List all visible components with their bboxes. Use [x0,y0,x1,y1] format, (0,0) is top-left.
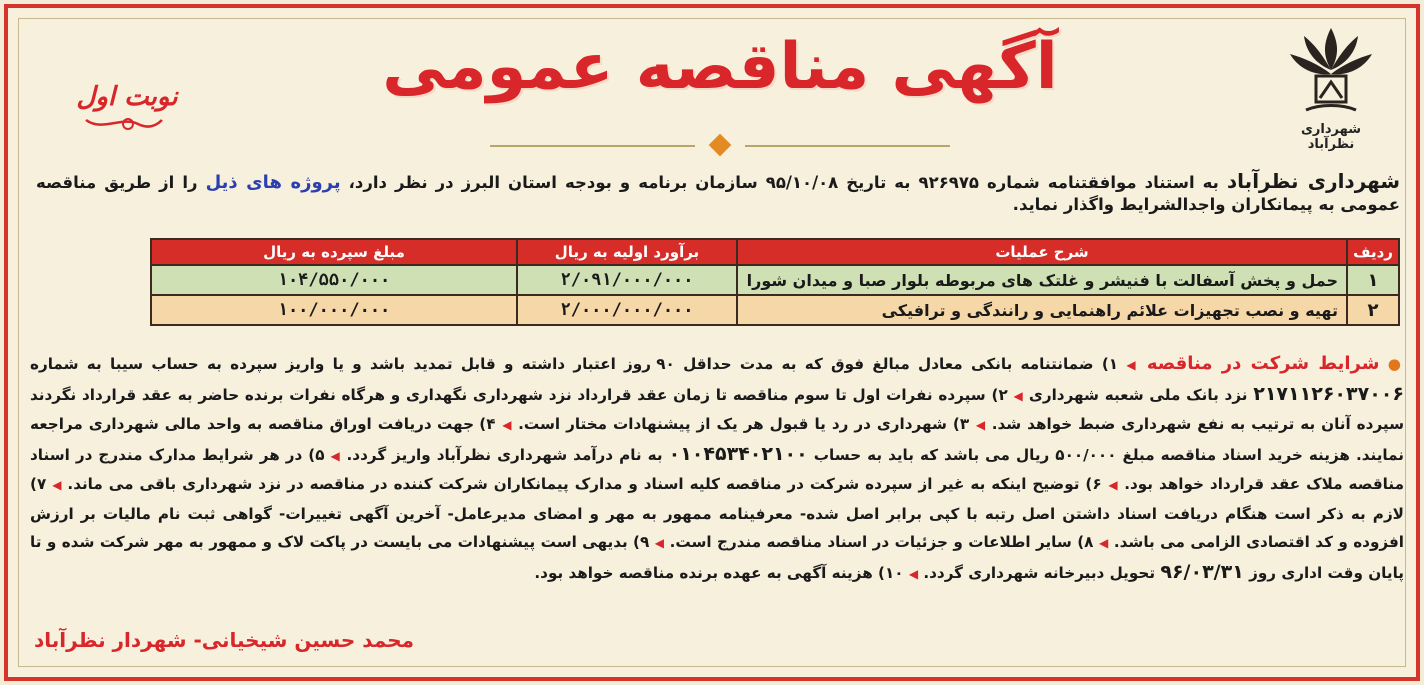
logo-caption: شهرداری نظرآباد [1301,122,1361,152]
marker-icon: ◀ [654,536,665,550]
marker-icon: ◀ [908,566,919,581]
condition-7: ۷) لازم به ذکر است هنگام دریافت اسناد داشتن اصل رتبه با کپی برابر اصل شده- معرفینامه ممهور به مهر و امضای مدیرعامل- آخرین آگهی تغییرات- گواهی ثبت نام مالیات بر ارزش افزوده و کد اقتصادی الزامی می باشد. [30,475,1404,551]
tulip-emblem-icon [1286,24,1376,120]
conditions-title: شرایط شرکت در مناقصه [1146,353,1380,374]
row-estimate: ۲/۰۰۰/۰۰۰/۰۰۰ [517,295,737,325]
row-deposit: ۱۰۴/۵۵۰/۰۰۰ [151,265,517,295]
conditions-section [30,350,1404,588]
projects-table [150,238,1400,326]
header-row-number: ردیف [1347,239,1399,265]
intro-text-after: را از طریق مناقصه عمومی به پیمانکاران واجدالشرایط واگذار نماید. [36,173,1400,214]
header-deposit: مبلغ سپرده به ریال [151,239,517,265]
condition-1b: نزد بانک ملی شعبه شهرداری [1023,385,1254,404]
header-estimate: برآورد اولیه به ریال [517,239,737,265]
table-row [151,295,1399,325]
row-description: حمل و پخش آسفالت با فنیشر و غلتک های مربوطه بلوار صبا و میدان شورا [737,265,1347,295]
condition-2: ۲) سپرده نفرات اول تا سوم مناقصه تا زمان عقد قرارداد نزد شهرداری نگهداری و هرگاه نفرات برنده حاضر به عقد قرارداد نگردند سپرده آنان به ترتیب به نفع شهرداری ضبط خواهد شد. [30,385,1405,433]
municipality-logo [1276,24,1386,152]
account-number-2: ۰۱۰۴۵۳۴۰۲۱۰۰ [668,442,808,465]
row-deposit: ۱۰۰/۰۰۰/۰۰۰ [151,295,517,325]
intro-text-before: به استناد موافقتنامه شماره ۹۲۶۹۷۵ به تاریخ ۹۵/۱۰/۰۸ سازمان برنامه و بودجه استان البرز در نظر دارد، [340,173,1227,192]
table-row [151,265,1399,295]
condition-3: ۳) شهرداری در رد یا قبول هر یک از پیشنهادات مختار است. [512,415,970,433]
intro-org: شهرداری نظرآباد [1226,169,1401,193]
account-number-1: ۲۱۷۱۱۲۶۰۳۷۰۰۶ [1253,382,1404,405]
swirl-ornament-icon [82,112,172,134]
row-description: تهیه و نصب تجهیزات علائم راهنمایی و رانندگی و ترافیکی [737,295,1347,325]
deadline-date: ۹۶/۰۳/۳۱ [1160,560,1244,583]
round-badge [62,82,192,142]
marker-icon: ◀ [330,448,341,463]
page-title: آگهی مناقصه عمومی [382,30,1058,104]
round-label: نوبت اول [76,82,178,112]
intro-highlight: پروژه های ذیل [205,172,341,193]
marker-icon: ◀ [1126,358,1139,372]
marker-icon: ◀ [1098,536,1109,550]
condition-4a: ۴) جهت دریافت اوراق مناقصه به واحد مالی شهرداری مراجعه نمایند. هزینه خرید اسناد مناقصه مبلغ ۵۰۰/۰۰۰ ریال می باشد که باید به حساب [30,415,1404,464]
marker-icon: ◀ [1107,478,1119,492]
marker-icon: ◀ [1013,388,1024,403]
condition-9b: تحویل دبیرخانه شهرداری گردد. [918,563,1161,582]
condition-10: ۱۰) هزینه آگهی به عهده برنده مناقصه خواهد بود. [534,563,904,582]
condition-9a: ۹) بدیهی است پیشنهادات می بایست در پاکت لاک و ممهور به مهر شرکت شده و تا پایان وقت اداری روز [30,533,1404,582]
bullet-icon: ● [1387,355,1404,373]
title-ornament [490,134,950,158]
marker-icon: ◀ [501,418,513,432]
row-number: ۱ [1347,265,1399,295]
row-number: ۲ [1347,295,1399,325]
marker-icon: ◀ [51,478,62,492]
condition-5: ۵) در هر شرایط مدارک مندرج در اسناد مناقصه ملاک عقد قرارداد خواهد بود. [30,445,1404,493]
intro-paragraph [36,170,1400,216]
condition-8: ۸) سایر اطلاعات و جزئیات در اسناد مناقصه مندرج است. [664,533,1094,551]
header-description: شرح عملیات [737,239,1347,265]
signature: محمد حسین شیخیانی- شهردار نظرآباد [34,628,415,652]
row-estimate: ۲/۰۹۱/۰۰۰/۰۰۰ [517,265,737,295]
marker-icon: ◀ [975,418,986,432]
condition-1a: ۱) ضمانتنامه بانکی معادل مبالغ فوق که به مدت حداقل ۹۰ روز اعتبار داشته و قابل تمدید باشد و یا واریز سپرده به حساب سیبا به شماره [30,355,1119,373]
condition-6: ۶) توضیح اینکه به غیر از سپرده شرکت در مناقصه کلیه اسناد و مدارک پیمانکاران شرکت کننده در مناقصه در نزد شهرداری باقی می ماند. [61,475,1102,493]
condition-4b: به نام درآمد شهرداری نظرآباد واریز گردد. [340,445,669,464]
